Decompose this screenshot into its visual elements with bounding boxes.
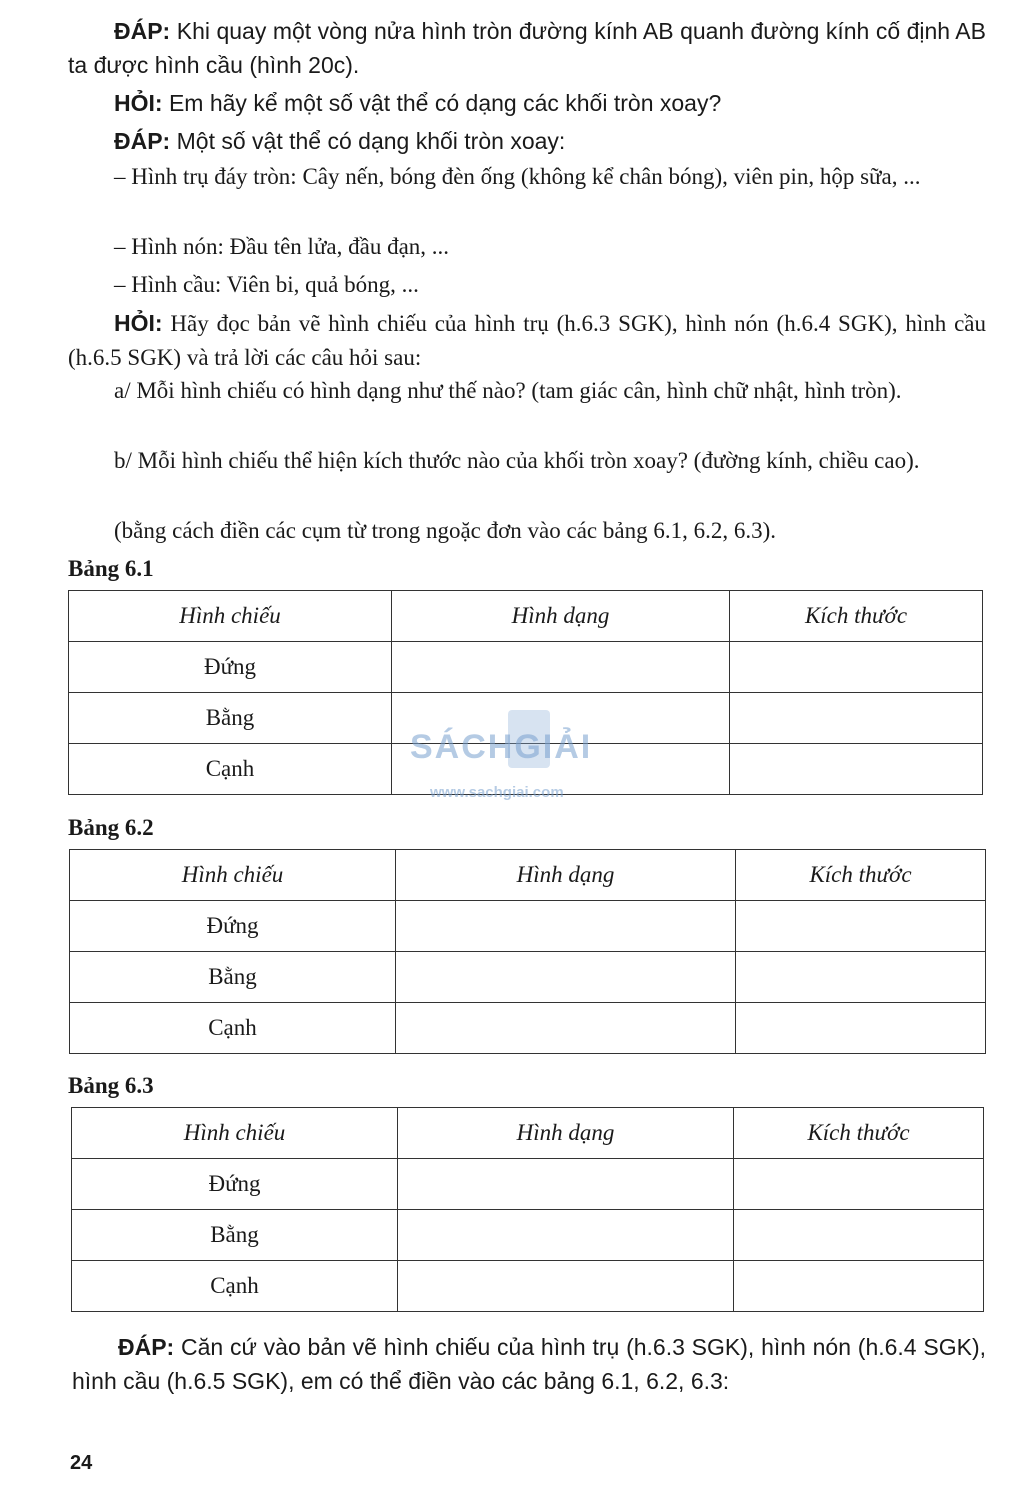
- table-row: [70, 952, 986, 1003]
- empty-cell[interactable]: [736, 1003, 986, 1054]
- table-6-3: [71, 1107, 984, 1312]
- table-header-row: [69, 591, 983, 642]
- table-header-row: [70, 850, 986, 901]
- instruction-text: (bằng cách điền các cụm từ trong ngoặc đơn vào các bảng 6.1, 6.2, 6.3).: [114, 518, 777, 543]
- table-title-6-1: Bảng 6.1: [68, 556, 154, 581]
- empty-cell[interactable]: [730, 642, 983, 693]
- question-text: Em hãy kể một số vật thể có dạng các khối tròn xoay?: [162, 90, 722, 116]
- row-label: Cạnh: [72, 1261, 398, 1312]
- row-label: Cạnh: [69, 744, 392, 795]
- question-a: [68, 374, 986, 408]
- list-item-text: – Hình trụ đáy tròn: Cây nến, bóng đèn ống (không kể chân bóng), viên pin, hộp sữa, ...: [114, 164, 921, 189]
- header-cell: Hình dạng: [392, 591, 730, 642]
- table-6-1: [68, 590, 983, 795]
- header-cell: Hình chiếu: [70, 850, 396, 901]
- list-item-cylinder: [68, 160, 986, 194]
- header-cell: Hình chiếu: [72, 1108, 398, 1159]
- table-6-2: [69, 849, 986, 1054]
- empty-cell[interactable]: [392, 693, 730, 744]
- row-label: Bằng: [70, 952, 396, 1003]
- empty-cell[interactable]: [396, 952, 736, 1003]
- empty-cell[interactable]: [396, 1003, 736, 1054]
- row-label: Đứng: [70, 901, 396, 952]
- table-title-6-3: Bảng 6.3: [68, 1073, 154, 1098]
- question-b-text: b/ Mỗi hình chiếu thể hiện kích thước nào của khối tròn xoay? (đường kính, chiều cao).: [114, 448, 920, 473]
- answer-text: Khi quay một vòng nửa hình tròn đường kính AB quanh đường kính cố định AB ta được hình cầu (hình 20c).: [68, 18, 986, 78]
- question-text: Hãy đọc bản vẽ hình chiếu của hình trụ (h.6.3 SGK), hình nón (h.6.4 SGK), hình cầu (h.6.5 SGK) và trả lời các câu hỏi sau:: [68, 311, 986, 370]
- empty-cell[interactable]: [398, 1261, 734, 1312]
- row-label: Cạnh: [70, 1003, 396, 1054]
- empty-cell[interactable]: [734, 1210, 984, 1261]
- watermark-url: www.sachgiai.com: [430, 784, 564, 801]
- answer-label: ĐÁP:: [118, 1334, 175, 1360]
- question-label: HỎI:: [114, 310, 163, 336]
- instruction: [68, 514, 986, 548]
- table-row: [72, 1261, 984, 1312]
- answer-paragraph-2: [68, 124, 986, 158]
- row-label: Bằng: [72, 1210, 398, 1261]
- header-cell: Hình chiếu: [69, 591, 392, 642]
- table-row: [72, 1159, 984, 1210]
- list-item-text: – Hình cầu: Viên bi, quả bóng, ...: [114, 272, 419, 297]
- empty-cell[interactable]: [734, 1261, 984, 1312]
- empty-cell[interactable]: [392, 744, 730, 795]
- table-row: [70, 901, 986, 952]
- header-cell: Kích thước: [730, 591, 983, 642]
- row-label: Đứng: [72, 1159, 398, 1210]
- table-row: [69, 693, 983, 744]
- header-cell: Kích thước: [734, 1108, 984, 1159]
- header-cell: Kích thước: [736, 850, 986, 901]
- answer-label: ĐÁP:: [114, 18, 171, 44]
- empty-cell[interactable]: [736, 952, 986, 1003]
- question-a-text: a/ Mỗi hình chiếu có hình dạng như thế nào? (tam giác cân, hình chữ nhật, hình tròn).: [114, 378, 902, 403]
- row-label: Bằng: [69, 693, 392, 744]
- question-paragraph-2: [68, 306, 986, 375]
- header-cell: Hình dạng: [396, 850, 736, 901]
- table-row: [70, 1003, 986, 1054]
- answer-text: Căn cứ vào bản vẽ hình chiếu của hình trụ (h.6.3 SGK), hình nón (h.6.4 SGK), hình cầu (h.6.5 SGK), em có thể điền vào các bảng 6.1, 6.2, 6.3:: [72, 1334, 986, 1394]
- table-row: [72, 1210, 984, 1261]
- empty-cell[interactable]: [392, 642, 730, 693]
- list-item-sphere: [68, 268, 986, 302]
- answer-paragraph-1: [68, 14, 986, 82]
- question-b: [68, 444, 986, 478]
- page-number: 24: [70, 1452, 93, 1474]
- answer-label: ĐÁP:: [114, 128, 171, 154]
- empty-cell[interactable]: [734, 1159, 984, 1210]
- list-item-cone: [68, 230, 986, 264]
- empty-cell[interactable]: [396, 901, 736, 952]
- list-item-text: – Hình nón: Đầu tên lửa, đầu đạn, ...: [114, 234, 450, 259]
- answer-text: Một số vật thể có dạng khối tròn xoay:: [170, 128, 566, 154]
- table-row: [69, 744, 983, 795]
- watermark-brand: SÁCHGIẢI: [410, 728, 593, 766]
- table-row: [69, 642, 983, 693]
- empty-cell[interactable]: [736, 901, 986, 952]
- header-cell: Hình dạng: [398, 1108, 734, 1159]
- empty-cell[interactable]: [398, 1159, 734, 1210]
- question-paragraph-1: [68, 86, 986, 120]
- row-label: Đứng: [69, 642, 392, 693]
- table-title-6-2: Bảng 6.2: [68, 815, 154, 840]
- question-label: HỎI:: [114, 90, 163, 116]
- empty-cell[interactable]: [730, 744, 983, 795]
- empty-cell[interactable]: [398, 1210, 734, 1261]
- table-header-row: [72, 1108, 984, 1159]
- empty-cell[interactable]: [730, 693, 983, 744]
- answer-paragraph-final: [72, 1330, 986, 1398]
